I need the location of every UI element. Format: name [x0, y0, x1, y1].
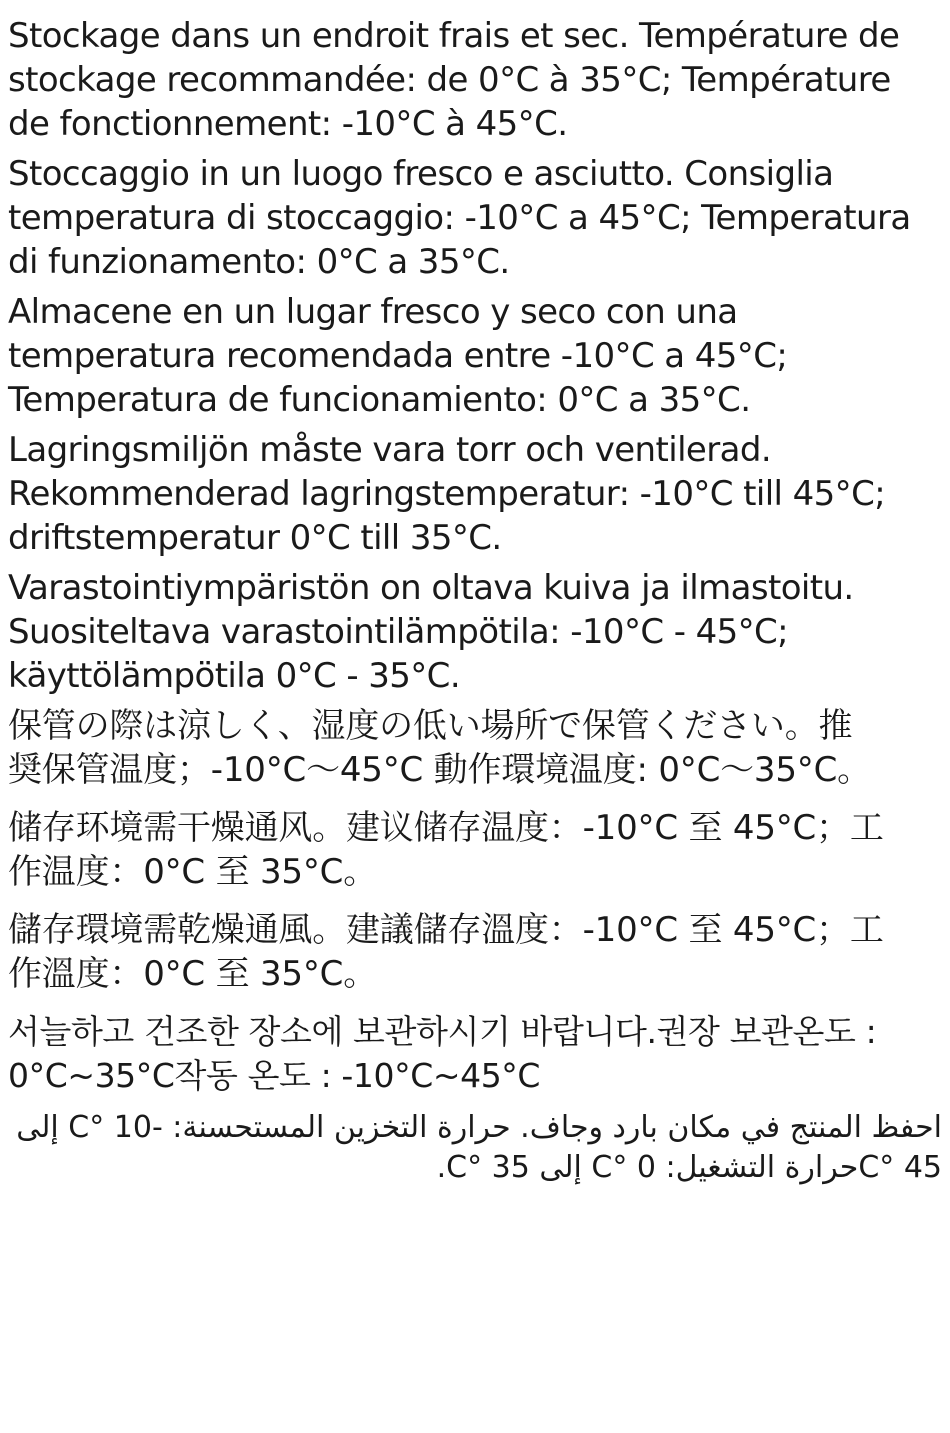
text-line: 0°C~35°C작동 온도 : -10°C~45°C	[8, 1056, 541, 1095]
text-line: 作溫度：0°C 至 35°C。	[8, 954, 377, 994]
text-line: käyttölämpötila 0°C - 35°C.	[8, 656, 461, 696]
text-line: di funzionamento: 0°C a 35°C.	[8, 242, 510, 282]
text-line: 儲存環境需乾燥通風。建議儲存溫度：-10°C 至 45°C；工	[8, 910, 884, 950]
text-line: Almacene en un lugar fresco y seco con una	[8, 292, 738, 332]
paragraph-swedish	[8, 428, 942, 560]
paragraph-korean	[8, 1010, 942, 1098]
text-line: 储存环境需干燥通风。建议储存温度：-10°C 至 45°C；工	[8, 808, 884, 848]
paragraph-japanese	[8, 704, 942, 792]
paragraph-chinese-traditional	[8, 908, 942, 996]
text-line: stockage recommandée: de 0°C à 35°C; Température	[8, 60, 891, 100]
text-line: 45 °Cحرارة التشغيل: 0 °C إلى 35 °C.	[436, 1150, 942, 1185]
text-line: Temperatura de funcionamiento: 0°C a 35°C.	[8, 380, 751, 420]
text-line: Stockage dans un endroit frais et sec. Température de	[8, 16, 900, 56]
text-line: 奨保管温度；-10°C〜45°C 動作環境温度: 0°C〜35°C。	[8, 750, 871, 790]
text-line: 作温度：0°C 至 35°C。	[8, 852, 377, 892]
text-line: 保管の際は涼しく、湿度の低い場所で保管ください。推	[8, 706, 853, 746]
text-line: temperatura recomendada entre -10°C a 45°C;	[8, 336, 788, 376]
paragraph-french	[8, 14, 942, 146]
text-line: Lagringsmiljön måste vara torr och ventilerad.	[8, 430, 772, 470]
text-line: Stoccaggio in un luogo fresco e asciutto. Consiglia	[8, 154, 834, 194]
paragraph-spanish	[8, 290, 942, 422]
text-line: Suositeltava varastointilämpötila: -10°C - 45°C;	[8, 612, 789, 652]
paragraph-arabic	[8, 1108, 942, 1188]
text-line: temperatura di stoccaggio: -10°C a 45°C; Temperatura	[8, 198, 911, 238]
paragraph-italian	[8, 152, 942, 284]
text-line: Rekommenderad lagringstemperatur: -10°C till 45°C;	[8, 474, 886, 514]
text-line: Varastointiympäristön on oltava kuiva ja ilmastoitu.	[8, 568, 854, 608]
text-line: احفظ المنتج في مكان بارد وجاف. حرارة التخزين المستحسنة: -10 °C إلى	[16, 1110, 942, 1145]
text-line: de fonctionnement: -10°C à 45°C.	[8, 104, 568, 144]
paragraph-chinese-simplified	[8, 806, 942, 894]
paragraph-finnish	[8, 566, 942, 698]
text-line: driftstemperatur 0°C till 35°C.	[8, 518, 502, 558]
text-line: 서늘하고 건조한 장소에 보관하시기 바랍니다.권장 보관온도 :	[8, 1012, 877, 1051]
